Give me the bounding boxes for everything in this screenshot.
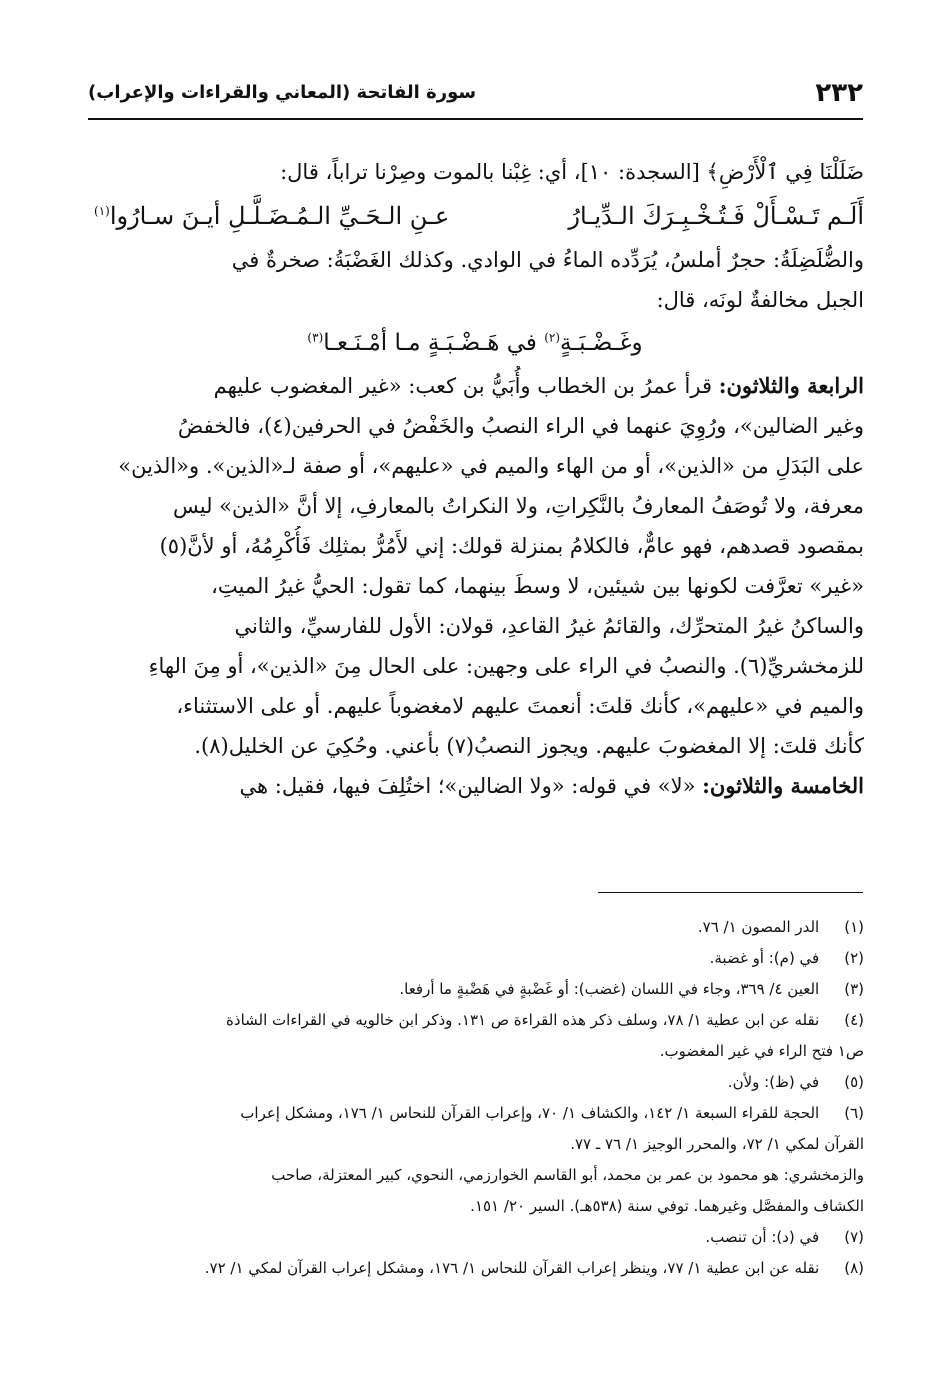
footnote-text: نقله عن ابن عطية ١/ ٧٨، وسلف ذكر هذه القراءة ص ١٣١. وذكر ابن خالويه في القراءات الشاذة [226,1011,824,1029]
footnote-line [86,1098,864,1129]
line-text: «غير» تعرَّفت لكونها بين شيئين، لا وسطَ بينهما، كما تقول: الحيُّ غيرُ الميتِ، [211,574,864,598]
line-text: وغير الضالين»، ورُوِيَ عنهما في الراء النصبُ والخَفْضُ في الحرفين(٤)، فالخفضُ [177,414,864,438]
line-text: كأنك قلتَ: إلا المغضوبَ عليهم. ويجوز النصبُ(٧) بأعني. وحُكِيَ عن الخليل(٨). [194,734,864,758]
poem-verse [86,320,864,366]
body-line [86,152,864,192]
footnote-line [86,1253,864,1284]
line-text: «لا» في قوله: «ولا الضالين»؛ اختُلِفَ فيها، فقيل: هي [239,774,703,798]
footnote-text: الدر المصون ١/ ٧٦. [697,918,824,936]
running-title: سورة الفاتحة (المعاني والقراءات والإعراب) [88,82,477,103]
body-line [86,240,864,280]
footnote-number: (١) [844,918,864,936]
header-rule [88,118,863,120]
body-line [86,726,864,766]
body-line [86,446,864,486]
body-line [86,566,864,606]
verse-hemistich-first: أَلَـم تَـسْـأَلْ فَـتُـخْـبِـرَكَ الـدِّيـارُ [568,202,864,230]
footnote-text: في (ظ): ولأن. [727,1073,824,1091]
footnote-text: القرآن لمكي ١/ ٧٢، والمحرر الوجيز ١/ ٧٦ ـ ٧٧. [570,1135,864,1153]
footnote-line [86,1036,864,1067]
footnote-line [86,1160,864,1191]
body-line [86,486,864,526]
footnote-line [86,1005,864,1036]
footnote-line [86,1067,864,1098]
verse-rest: في هَـضْـبَـةٍ مـا أمْـنَـعـا [323,330,545,356]
line-text: ضَلَلْنَا فِي ٱلْأَرْضِ﴾ [السجدة: ١٠]، أي: غِبْنا بالموت وصِرْنا تراباً، قال: [280,160,864,184]
footnote-line [86,1222,864,1253]
body-line [86,646,864,686]
main-text [86,152,864,806]
footnote-number: (٨) [844,1259,864,1277]
verse-word: وغَـضْـبَـةٍ [560,330,643,356]
footnote-text: ص١ فتح الراء في غير المغضوب. [659,1042,864,1060]
footnote-ref: (١) [94,204,110,218]
footnote-line [86,943,864,974]
body-line [86,766,864,806]
footnote-line [86,912,864,943]
body-line [86,280,864,320]
footnote-text: في (م): أو غضبة. [709,949,824,967]
footnote-text: والزمخشري: هو محمود بن عمر بن محمد، أبو القاسم الخوارزمي، النحوي، كبير المعتزلة، صاحب [271,1166,864,1184]
line-text: قرأ عمرُ بن الخطاب وأُبَيُّ بن كعب: «غير المغضوب عليهم [213,374,719,398]
section-heading: الخامسة والثلاثون: [702,773,864,798]
footnote-number: (٤) [844,1011,864,1029]
footnote-line [86,1129,864,1160]
footnote-text: في (د): أن تنصب. [705,1228,824,1246]
verse-hemistich-second: عـنِ الـحَـيِّ الـمُـضَـلَّـلِ أيـنَ سـارُوا$^{(١)}$ [94,202,450,230]
poem-verse [86,192,864,240]
footnote-text: الكشاف والمفصَّل وغيرهما. توفي سنة (٥٣٨هـ). السير ٢٠/ ١٥١. [470,1197,864,1215]
body-line [86,366,864,406]
section-heading: الرابعة والثلاثون: [718,373,864,398]
footnote-line [86,974,864,1005]
footnote-text: الحجة للقراء السبعة ١/ ١٤٢، والكشاف ١/ ٧٠، وإعراب القرآن للنحاس ١/ ١٧٦، ومشكل إعراب [240,1104,824,1122]
footnote-number: (٧) [844,1228,864,1246]
footnote-rule [598,892,863,893]
footnote-ref: (٢) [544,330,561,345]
line-text: والساكنُ غيرُ المتحرِّك، والقائمُ غيرُ القاعدِ، قولان: الأول للفارسيِّ، والثاني [234,614,864,638]
running-header [88,72,863,116]
line-text: الجبل مخالفةٌ لونَه، قال: [656,288,864,312]
footnote-text: العين ٤/ ٣٦٩، وجاء في اللسان (غضب): أو غَضْبةٍ في هَضْبةٍ ما أرفعا. [399,980,824,998]
line-text: والميم في «عليهم»، كأنك قلتَ: أنعمتَ عليهم لامغضوباً عليهم. أو على الاستثناء، [176,694,864,718]
body-line [86,686,864,726]
footnotes [86,912,864,1284]
line-text: بمقصود قصدهم، فهو عامٌّ، فالكلامُ بمنزلة قولك: إني لأَمُرُّ بمثلِك فَأُكْرِمُهُ، أو لأنَّ(٥) [159,534,864,558]
footnote-number: (٣) [844,980,864,998]
line-text: والضُّلَضِلَةُ: حجرٌ أملسُ، يُرَدِّده الماءُ في الوادي. وكذلك الغَضْبَةُ: صخرةٌ في [231,248,864,272]
footnote-line [86,1191,864,1222]
page-number: ٢٣٢ [815,78,863,108]
footnote-text: نقله عن ابن عطية ١/ ٧٧، وينظر إعراب القرآن للنحاس ١/ ١٧٦، ومشكل إعراب القرآن لمكي ١/ ٧٢. [204,1259,824,1277]
line-text: معرفة، ولا تُوصَفُ المعارفُ بالنَّكِراتِ، ولا النكراتُ بالمعارفِ، إلا أنَّ «الذين» ليس [172,494,864,518]
line-text: على البَدَلِ من «الذين»، أو من الهاء والميم في «عليهم»، أو صفة لـ«الذين». و«الذين» [118,454,864,478]
body-line [86,406,864,446]
body-line [86,526,864,566]
footnote-number: (٢) [844,949,864,967]
footnote-number: (٦) [844,1104,864,1122]
body-line [86,606,864,646]
footnote-ref: (٣) [307,330,324,345]
line-text: للزمخشريِّ(٦). والنصبُ في الراء على وجهين: على الحال مِنَ «الذين»، أو مِنَ الهاءِ [148,654,864,678]
footnote-number: (٥) [844,1073,864,1091]
